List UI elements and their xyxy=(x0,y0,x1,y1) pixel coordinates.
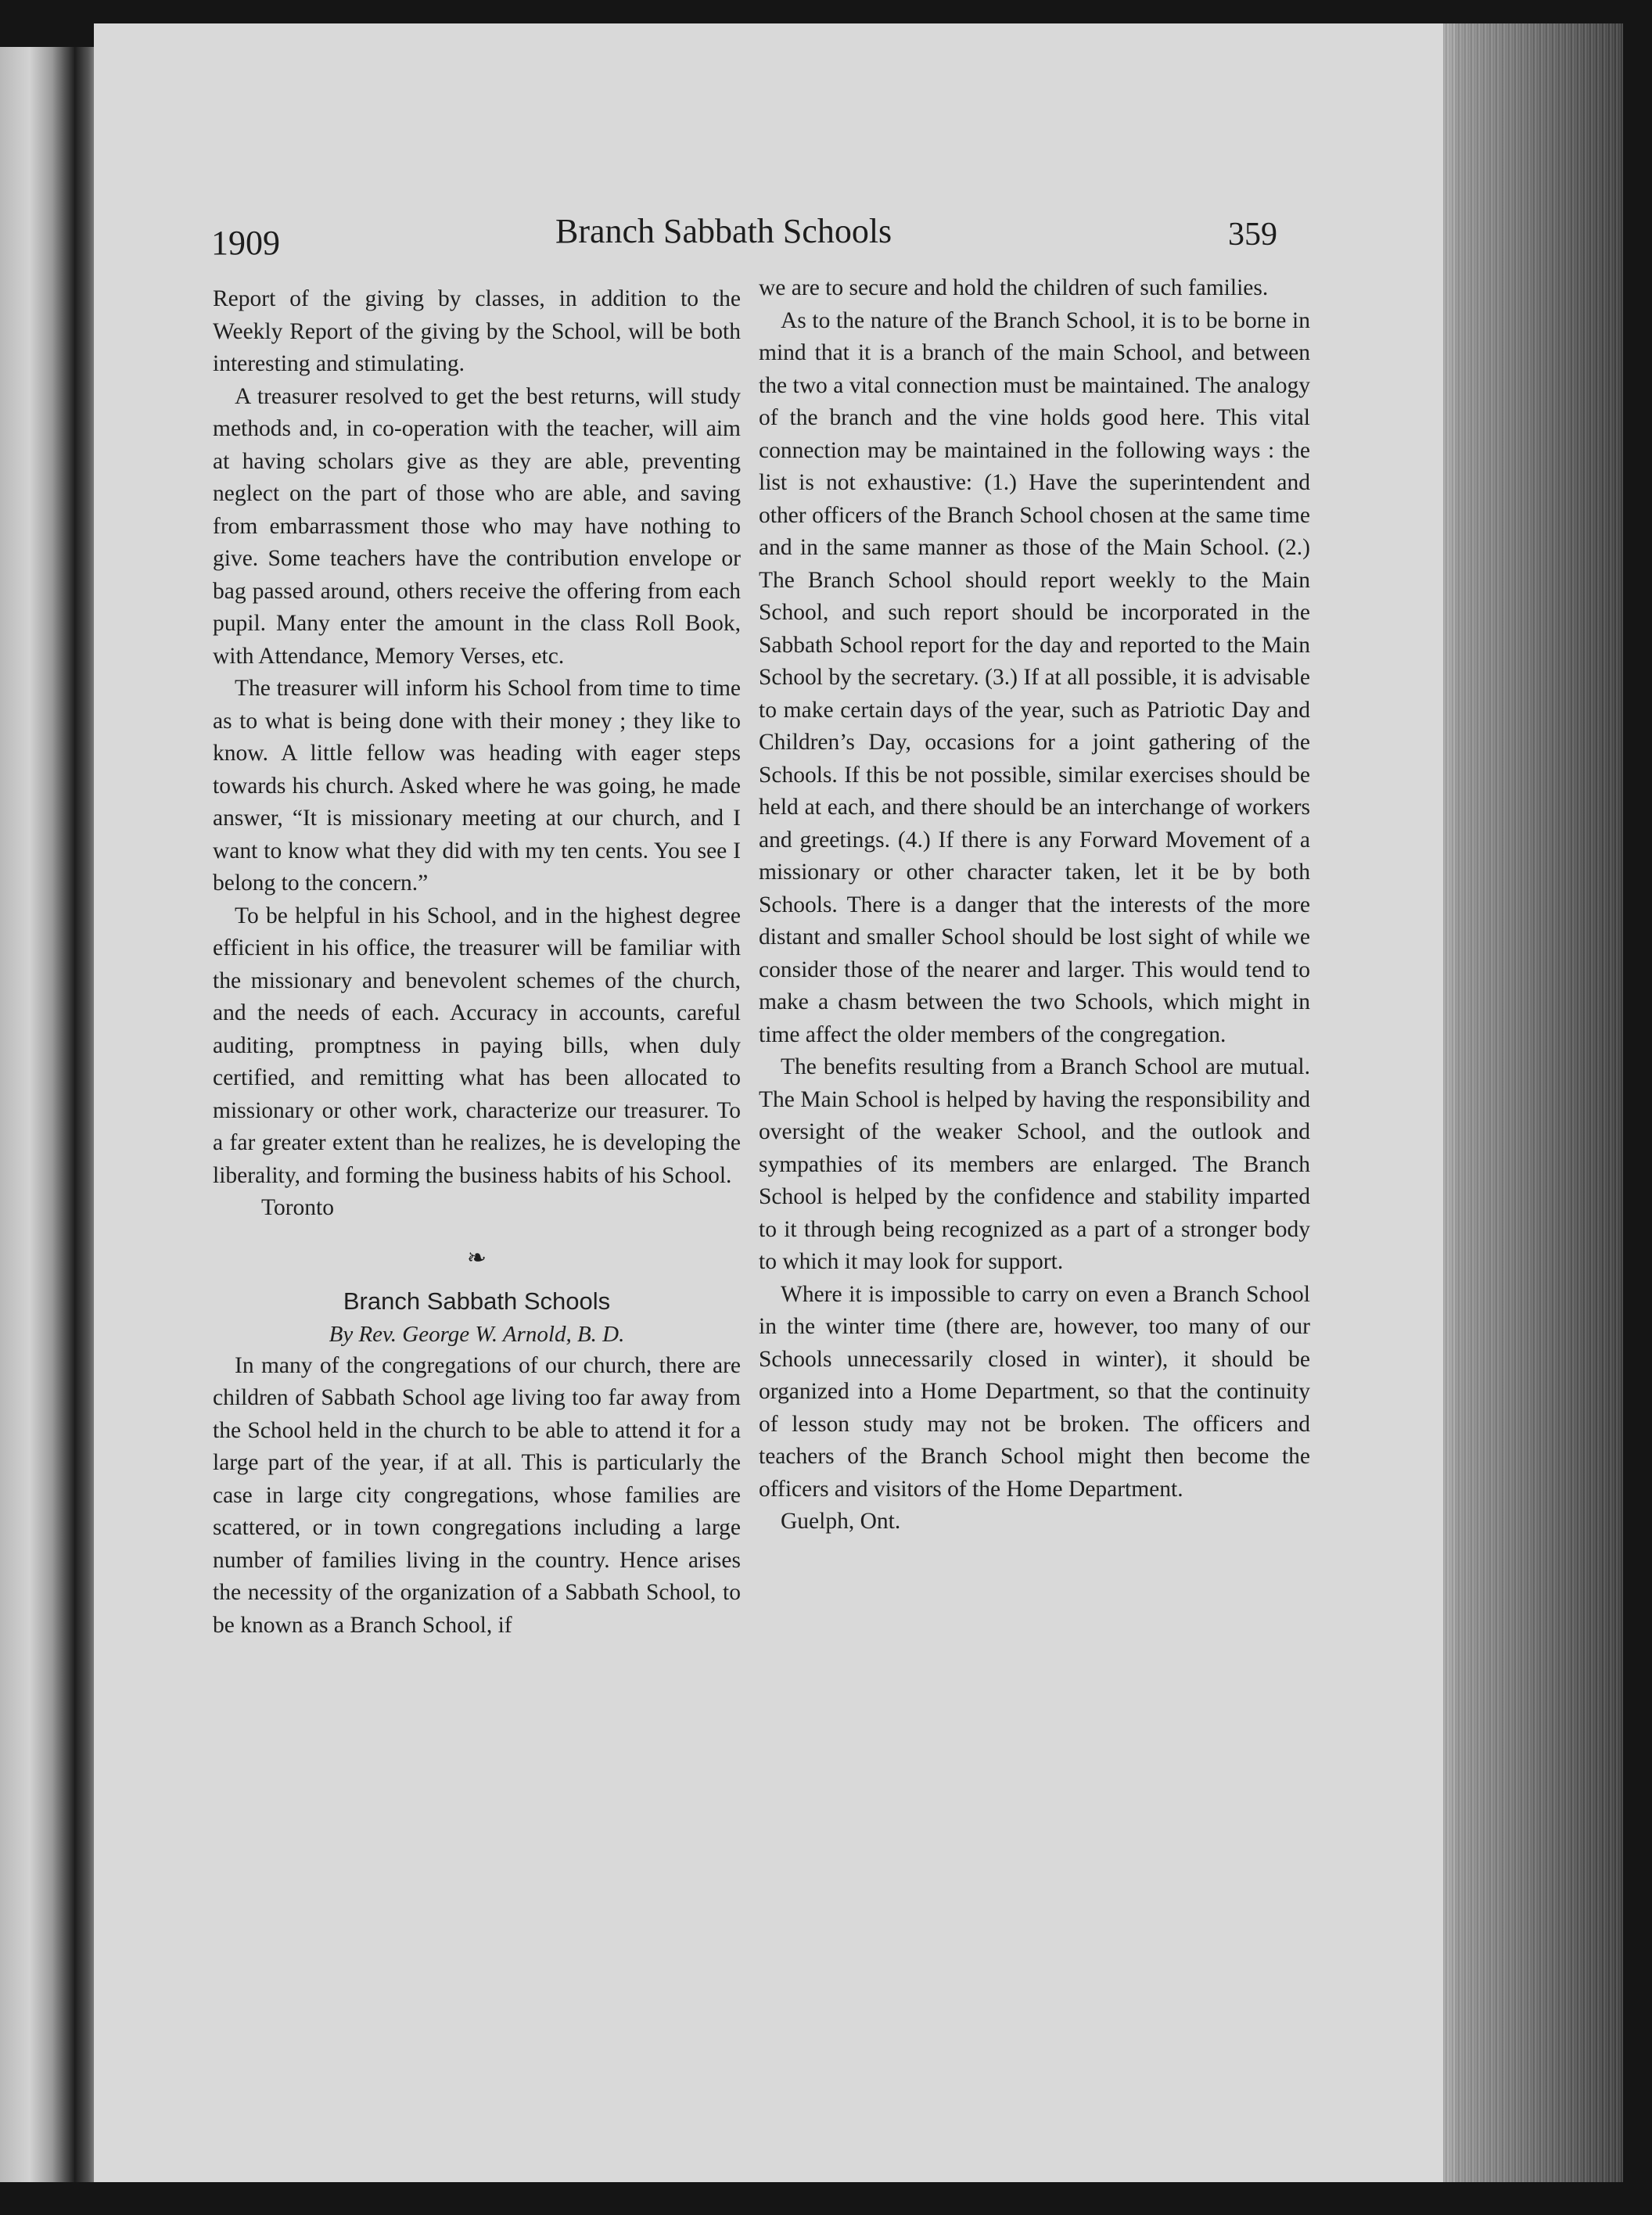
article-byline: By Rev. George W. Arnold, B. D. xyxy=(329,1321,625,1347)
paragraph: The treasurer will inform his School from time to time as to what is being done with their money ; they like to know. A little fellow was heading with eager steps towards his church. Asked where he was going, he made answer, “It is missionary meeting at our church, and I want to know what they did with my ten cents. You see I belong to the concern.” xyxy=(213,676,741,896)
paragraph: Where it is impossible to carry on even a Branch School in the winter time (there are, however, too many of our Schools unnecessarily closed in winter), it should be organized into a Home Department, so that the continuity of lesson study may not be broken. The officers and teachers of the Branch School might then become the officers and visitors of the Home Department. xyxy=(759,1281,1310,1502)
left-column xyxy=(213,283,741,1642)
article-title: Branch Sabbath Schools xyxy=(343,1287,611,1315)
page-number: 359 xyxy=(1228,217,1277,253)
page-block-edges xyxy=(1443,23,1623,2215)
place-signature: Guelph, Ont. xyxy=(781,1509,901,1534)
facing-page-edge xyxy=(0,47,74,2215)
paragraph: A treasurer resolved to get the best returns, will study methods and, in co-operation with the teacher, will aim at having scholars give as they are able, preventing neglect on the part of those who are able, and saving from embarrassment those who may have nothing to give. Some teachers have the contribution envelope or bag passed around, others receive the offering from each pupil. Many enter the amount in the class Roll Book, with Attendance, Memory Verses, etc. xyxy=(213,383,741,669)
scan-background xyxy=(0,2182,1652,2215)
place-signature: Toronto xyxy=(261,1195,334,1220)
running-title: Branch Sabbath Schools xyxy=(555,212,892,250)
paragraph: Report of the giving by classes, in addition to the Weekly Report of the giving by the School, will be both interesting and stimulating. xyxy=(213,286,741,376)
paragraph: The benefits resulting from a Branch School are mutual. The Main School is helped by having the responsibility and oversight of the weaker School, and the outlook and sympathies of its members are enlarged. The Branch School is helped by the confidence and stability imparted to it through being recognized as a part of a stronger body to which it may look for support. xyxy=(759,1054,1310,1274)
paragraph: To be helpful in his School, and in the highest degree efficient in his office, the treasurer will be familiar with the missionary and benevolent schemes of the church, and the needs of each. Accuracy in accounts, careful auditing, promptness in paying bills, when duly certified, and remitting what has been allocated to missionary or other work, characterize our treasurer. To a far greater extent than he realizes, he is developing the liberality, and forming the business habits of his School. xyxy=(213,903,741,1188)
right-column xyxy=(759,272,1310,1538)
paragraph: As to the nature of the Branch School, it is to be borne in mind that it is a branch of the main School, and between the two a vital connection must be maintained. The analogy of the branch and the vine holds good here. This vital connection may be maintained in the following ways : the list is not exhaustive: (1.) Have the superintendent and other officers of the Branch School chosen at the same time and in the same manner as those of the Main School. (2.) The Branch School should report weekly to the Main School, and such report should be incorporated in the Sabbath School report for the day and reported to the Main School by the secretary. (3.) If at all possible, it is advisable to make certain days of the year, such as Patriotic Day and Children’s Day, occasions for a joint gathering of the Schools. If this be not possible, similar exercises should be held at each, and there should be an interchange of workers and greetings. (4.) If there is any Forward Movement of a missionary or other character taken, let it be by both Schools. There is a danger that the interests of the more distant and smaller School should be lost sight of while we consider those of the nearer and larger. This would tend to make a chasm between the two Schools, which might in time affect the older members of the congregation. xyxy=(759,307,1310,1047)
page-header-year: 1909 xyxy=(211,224,280,262)
fleuron-ornament: ❧ xyxy=(466,1244,487,1271)
paragraph: In many of the congregations of our church, there are children of Sabbath School age living too far away from the School held in the church to be able to attend it for a large part of the year, if at all. This is particularly the case in large city congregations, whose families are scattered, or in town congregations including a large number of families living in the country. Hence arises the necessity of the organization of a Sabbath School, to be known as a Branch School, if xyxy=(213,1352,741,1638)
paragraph: we are to secure and hold the children of such families. xyxy=(759,275,1269,300)
